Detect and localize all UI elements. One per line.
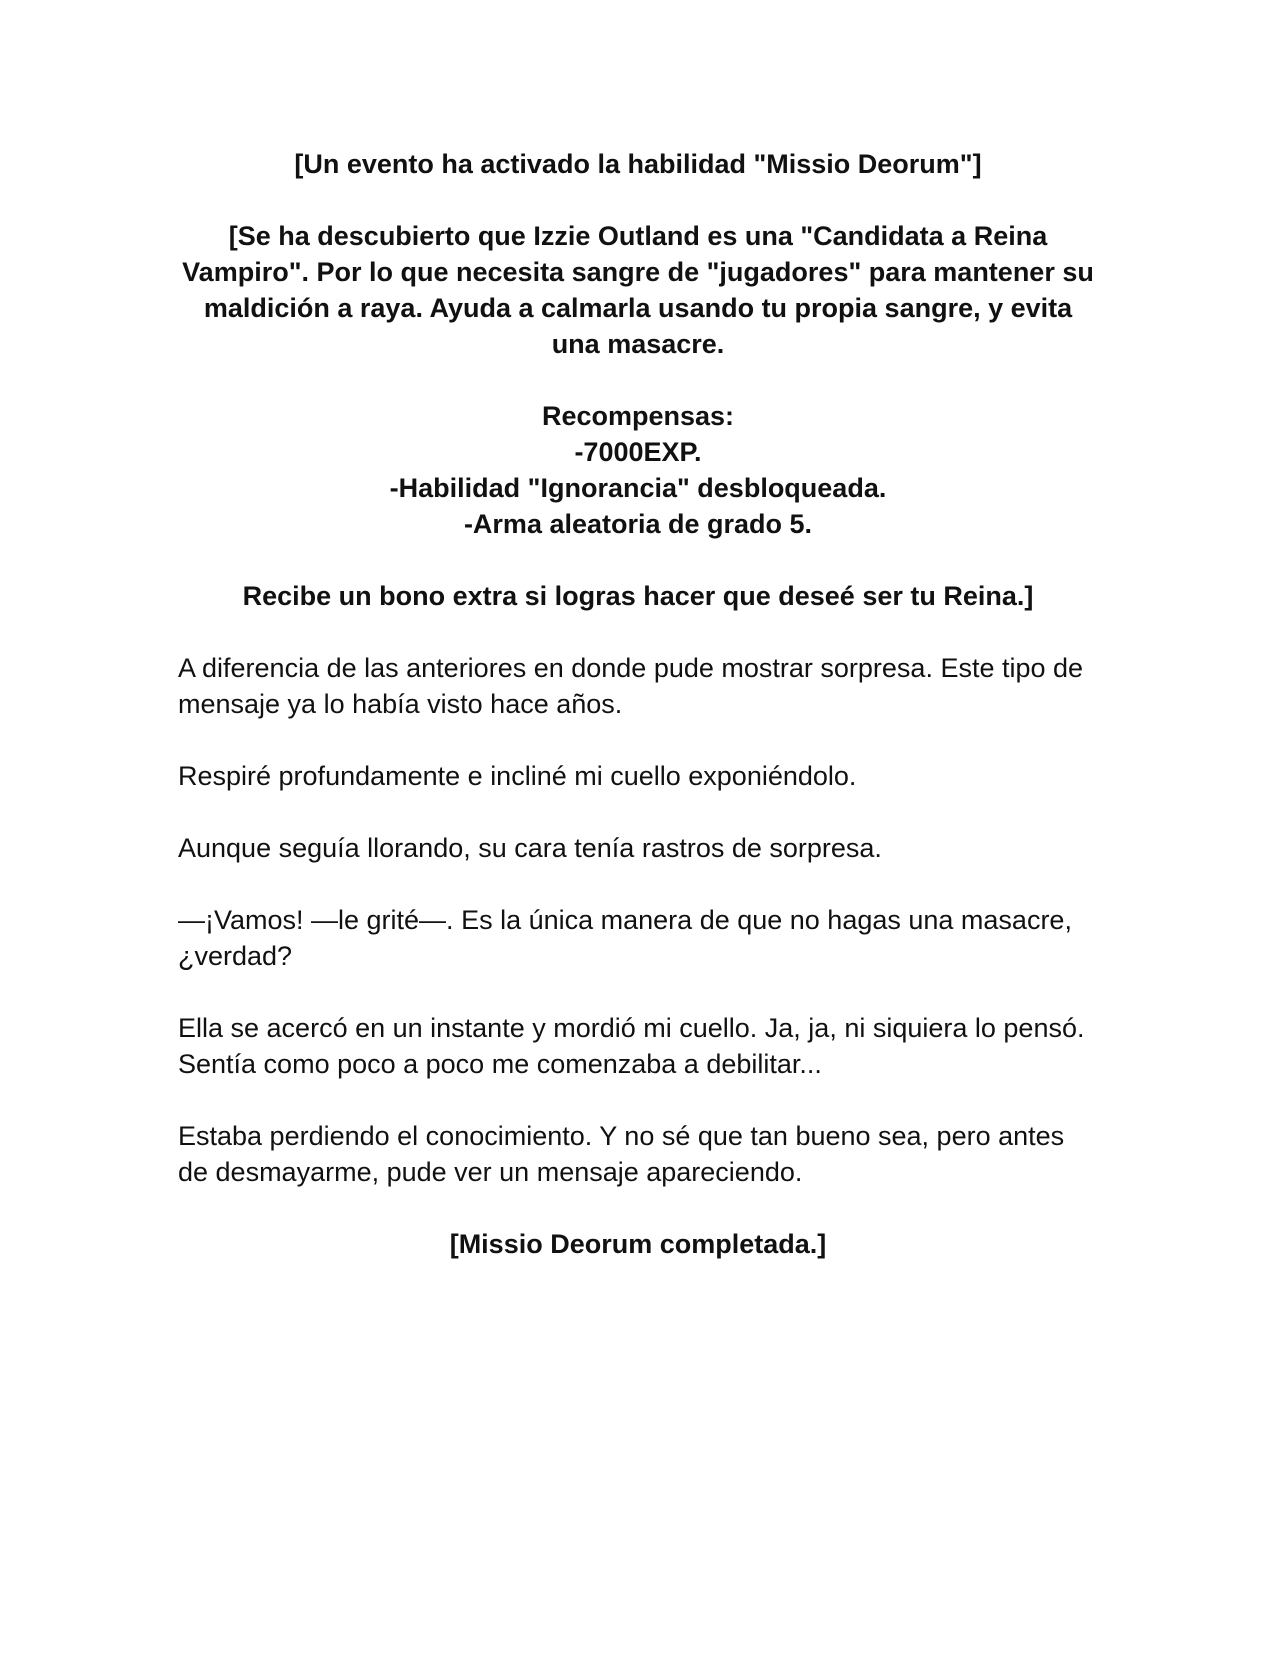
narrative-paragraph: A diferencia de las anteriores en donde pude mostrar sorpresa. Este tipo de mensaje ya lo había visto hace años. xyxy=(178,653,1084,719)
narrative-paragraph: Ella se acercó en un instante y mordió mi cuello. Ja, ja, ni siquiera lo pensó. Sentía como poco a poco me comenzaba a debilitar... xyxy=(178,1013,1085,1079)
rewards-block xyxy=(178,398,1098,542)
completion-message: [Missio Deorum completada.] xyxy=(449,1229,827,1259)
system-message-title: [Un evento ha activado la habilidad "Missio Deorum"] xyxy=(294,149,982,179)
bonus-note: Recibe un bono extra si logras hacer que deseé ser tu Reina.] xyxy=(242,581,1034,611)
reward-item: -7000EXP. xyxy=(574,437,702,467)
narrative-paragraph: Estaba perdiendo el conocimiento. Y no sé que tan bueno sea, pero antes de desmayarme, pude ver un mensaje apareciendo. xyxy=(178,1121,1065,1187)
reward-item: -Habilidad "Ignorancia" desbloqueada. xyxy=(389,473,887,503)
reward-item: -Arma aleatoria de grado 5. xyxy=(463,509,813,539)
document-page xyxy=(178,146,1098,1262)
narrative-paragraph: Respiré profundamente e incliné mi cuello exponiéndolo. xyxy=(178,761,857,791)
rewards-heading: Recompensas: xyxy=(541,401,735,431)
narrative-paragraph: —¡Vamos! —le grité—. Es la única manera de que no hagas una masacre, ¿verdad? xyxy=(178,905,1072,971)
narrative-paragraph: Aunque seguía llorando, su cara tenía rastros de sorpresa. xyxy=(178,833,882,863)
system-message-description: [Se ha descubierto que Izzie Outland es una "Candidata a Reina Vampiro". Por lo que necesita sangre de "jugadores" para mantener su maldición a raya. Ayuda a calmarla usando tu propia sangre, y evita una masacre. xyxy=(182,221,1094,359)
